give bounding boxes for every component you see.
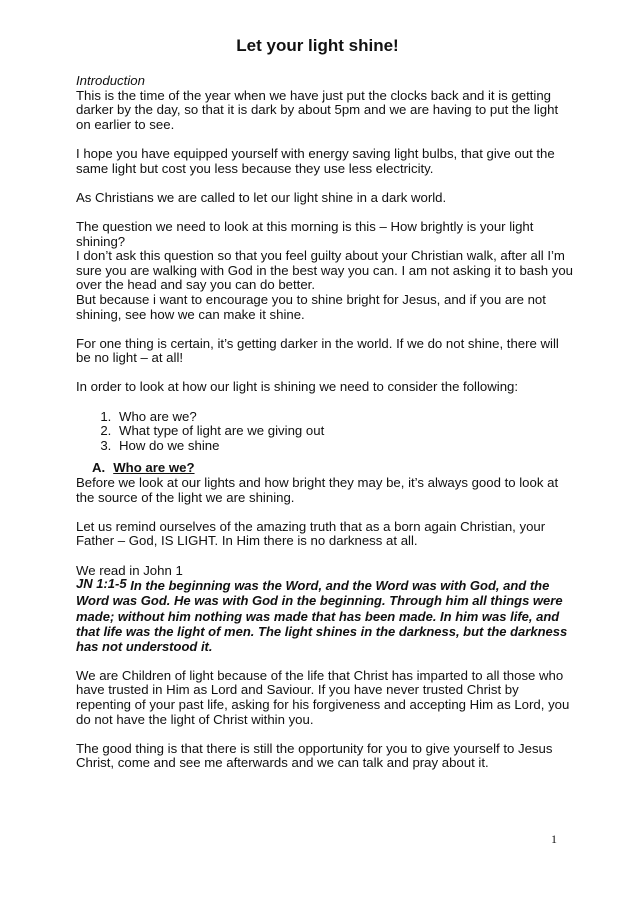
paragraph: Let us remind ourselves of the amazing truth that as a born again Christian, your Father – God, IS LIGHT. In Him there is no darkness at all. [76,518,546,549]
paragraph: The good thing is that there is still the opportunity for you to give yourself to Jesus Christ, come and see me afterwards and we can talk and pray about it. [76,740,553,771]
list-item: 3. How do we shine [115,439,576,454]
paragraph: This is the time of the year when we have just put the clocks back and it is getting darker by the day, so that it is dark by about 5pm and we are having to put the light on earlier to see. [76,87,559,132]
paragraph: As Christians we are called to let our light shine in a dark world. [76,189,447,205]
paragraph: I hope you have equipped yourself with energy saving light bulbs, that give out the same light but cost you less because they use less electricity. [76,145,555,176]
list-item: 1. Who are we? [115,410,576,425]
paragraph: But because i want to encourage you to shine bright for Jesus, and if you are not shining, see how we can make it shine. [76,291,546,322]
paragraph: I don’t ask this question so that you feel guilty about your Christian walk, after all I’m sure you are walking with God in the best way you can. I am not asking it to bash you over the head and say you can do better. [76,248,573,293]
scripture-quote [76,578,576,654]
page-title: Let your light shine! [236,36,399,55]
points-list [76,410,576,454]
paragraph: In order to look at how our light is shining we need to consider the following: [76,379,519,395]
section-heading [76,461,576,476]
document-body [76,74,576,786]
list-item: 2. What type of light are we giving out [115,424,576,439]
paragraph: The question we need to look at this morning is this – How brightly is your light shining? [76,218,534,249]
intro-label: Introduction [76,73,145,88]
paragraph: We are Children of light because of the life that Christ has imparted to all those who have trusted in Him as Lord and Saviour. If you have never trusted Christ by repenting of your past life, asking for his forgiveness and accepting Him as Lord, you do not have the light of Christ within you. [76,667,570,727]
scripture-text: In the beginning was the Word, and the Word was with God, and the Word was God. He was with God in the beginning. Through him all things were made; without him nothing was made that has been made. In him was life, and that life was the light of men. The light shines in the darkness, but the darkness has not understood it. [76,578,568,654]
paragraph: Before we look at our lights and how bright they may be, it’s always good to look at the source of the light we are shining. [76,475,559,505]
scripture-reference: JN 1:1-5 [76,576,127,592]
paragraph: We read in John 1 [76,562,183,578]
section-title: Who are we? [113,460,195,476]
section-letter: A. [92,460,106,476]
page-number: 1 [551,832,557,846]
paragraph: For one thing is certain, it’s getting darker in the world. If we do not shine, there will be no light – at all! [76,335,559,366]
